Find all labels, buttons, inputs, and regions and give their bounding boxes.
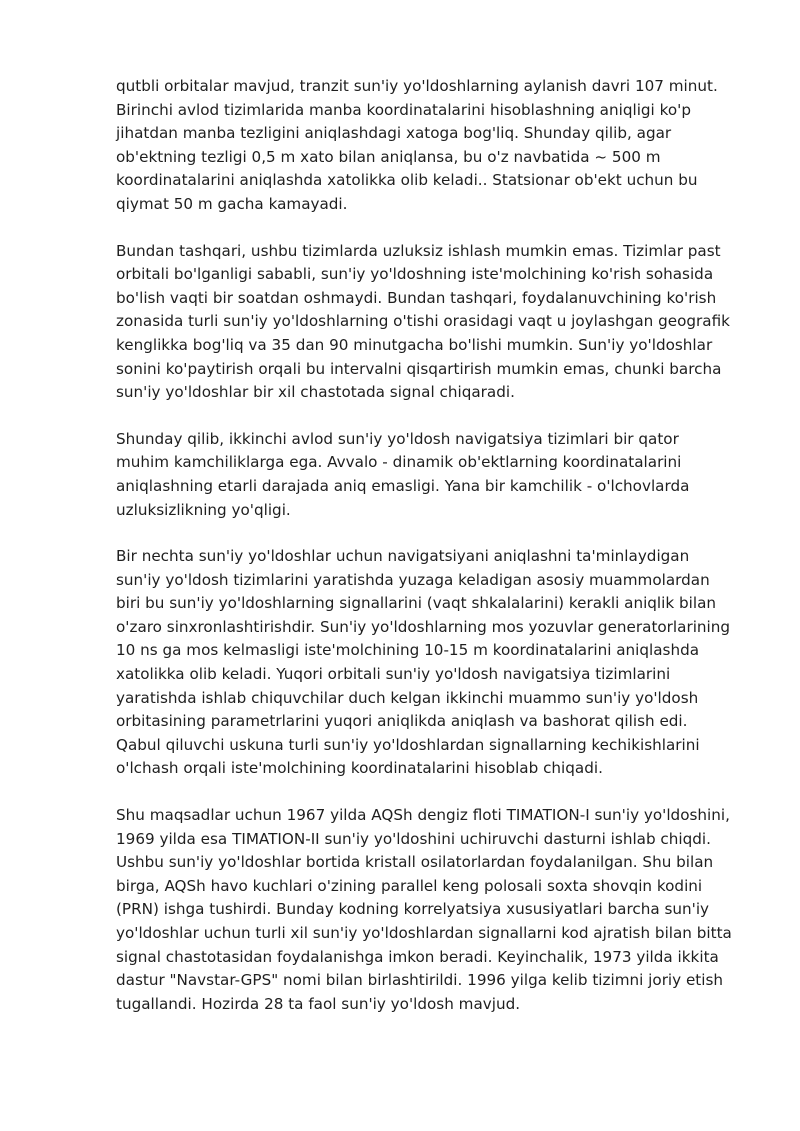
- paragraph-3: Shunday qilib, ikkinchi avlod sun'iy yo'ldosh navigatsiya tizimlari bir qator muhim kamchiliklarga ega. Avvalo - dinamik ob'ektlarning koordinatalarini aniqlashning etarli darajada aniq emasligi. Yana bir kamchilik - o'lchovlarda uzluksizlikning yo'qligi.: [116, 429, 690, 519]
- paragraph-5: Shu maqsadlar uchun 1967 yilda AQSh dengiz floti TIMATION-I sun'iy yo'ldoshini, 1969 yilda esa TIMATION-II sun'iy yo'ldoshini uchiruvchi dasturni ishlab chiqdi. Ushbu sun'iy yo'ldoshlar bortida kristall osilatorlardan foydalanilgan. Shu bilan birga, AQSh havo kuchlari o'zining parallel keng polosali soxta shovqin kodini (PRN) ishga tushirdi. Bunday kodning korrelyatsiya xususiyatlari barcha sun'iy yo'ldoshlar uchun turli xil sun'iy yo'ldoshlardan signallarni kod ajratish bilan bitta signal chastotasidan foydalanishga imkon beradi. Keyinchalik, 1973 yilda ikkita dastur "Navstar-GPS" nomi bilan birlashtirildi. 1996 yilga kelib tizimni joriy etish tugallandi. Hozirda 28 ta faol sun'iy yo'ldosh mavjud.: [116, 806, 732, 1013]
- paragraph-2: Bundan tashqari, ushbu tizimlarda uzluksiz ishlash mumkin emas. Tizimlar past orbitali bo'lganligi sababli, sun'iy yo'ldoshning iste'molchining ko'rish sohasida bo'lish vaqti bir soatdan oshmaydi. Bundan tashqari, foydalanuvchining ko'rish zonasida turli sun'iy yo'ldoshlarning o'tishi orasidagi vaqt u joylashgan geografik kenglikka bog'liq va 35 dan 90 minutgacha bo'lishi mumkin. Sun'iy yo'ldoshlar sonini ko'paytirish orqali bu intervalni qisqartirish mumkin emas, chunki barcha sun'iy yo'ldoshlar bir xil chastotada signal chiqaradi.: [116, 241, 730, 402]
- paragraph-1: qutbli orbitalar mavjud, tranzit sun'iy yo'ldoshlarning aylanish davri 107 minut. Birinchi avlod tizimlarida manba koordinatalarini hisoblashning aniqligi ko'p jihatdan manba tezligini aniqlashdagi xatoga bog'liq. Shunday qilib, agar ob'ektning tezligi 0,5 m xato bilan aniqlansa, bu o'z navbatida ~ 500 m koordinatalarini aniqlashda xatolikka olib keladi.. Statsionar ob'ekt uchun bu qiymat 50 m gacha kamayadi.: [116, 77, 718, 213]
- paragraph-4: Bir nechta sun'iy yo'ldoshlar uchun navigatsiyani aniqlashni ta'minlaydigan sun'iy yo'ldosh tizimlarini yaratishda yuzaga keladigan asosiy muammolardan biri bu sun'iy yo'ldoshlarning signallarini (vaqt shkalalarini) kerakli aniqlik bilan o'zaro sinxronlashtirishdir. Sun'iy yo'ldoshlarning mos yozuvlar generatorlarining 10 ns ga mos kelmasligi iste'molchining 10-15 m koordinatalarini aniqlashda xatolikka olib keladi. Yuqori orbitali sun'iy yo'ldosh navigatsiya tizimlarini yaratishda ishlab chiquvchilar duch kelgan ikkinchi muammo sun'iy yo'ldosh orbitasining parametrlarini yuqori aniqlikda aniqlash va bashorat qilish edi. Qabul qiluvchi uskuna turli sun'iy yo'ldoshlardan signallarning kechikishlarini o'lchash orqali iste'molchining koordinatalarini hisoblab chiqadi.: [116, 547, 731, 778]
- document-page: [116, 75, 732, 1039]
